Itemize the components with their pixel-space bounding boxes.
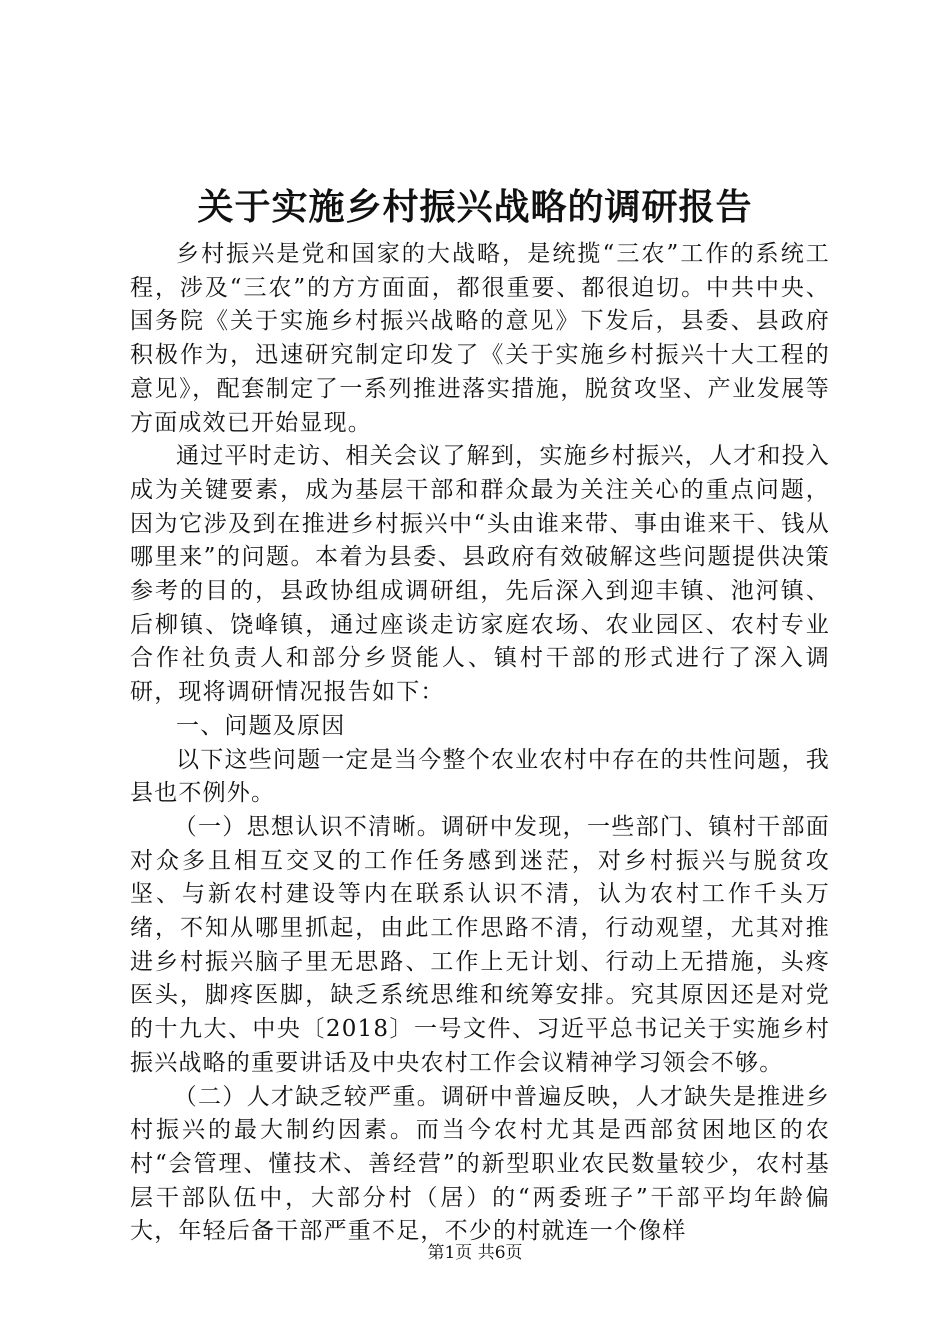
paragraph-common-issues: 以下这些问题一定是当今整个农业农村中存在的共性问题，我县也不例外。 <box>130 746 830 807</box>
page-number-footer: 第1页 共6页 <box>427 1243 523 1263</box>
section-heading-problems: 一、问题及原因 <box>176 712 346 739</box>
paragraph-issue-1: （一）思想认识不清晰。调研中发现，一些部门、镇村干部面对众多且相互交叉的工作任务感到迷茫，对乡村振兴与脱贫攻坚、与新农村建设等内在联系认识不清，认为农村工作千头万绪，不知从哪里抓起，由此工作思路不清，行动观望，尤其对推进乡村振兴脑子里无思路、工作上无计划、行动上无措施，头疼医头，脚疼医脚，缺乏系统思维和统筹安排。究其原因还是对党的十九大、中央〔2018〕一号文件、习近平总书记关于实施乡村振兴战略的重要讲话及中央农村工作会议精神学习领会不够。 <box>130 813 830 1076</box>
paragraph-intro: 乡村振兴是党和国家的大战略，是统揽“三农”工作的系统工程，涉及“三农”的方方面面，都很重要、都很迫切。中共中央、国务院《关于实施乡村振兴战略的意见》下发后，县委、县政府积极作为，迅速研究制定印发了《关于实施乡村振兴十大工程的意见》，配套制定了一系列推进落实措施，脱贫攻坚、产业发展等方面成效已开始显现。 <box>130 241 830 436</box>
document-body <box>130 238 830 1249</box>
paragraph-issue-2: （二）人才缺乏较严重。调研中普遍反映，人才缺失是推进乡村振兴的最大制约因素。而当今农村尤其是西部贫困地区的农村“会管理、懂技术、善经营”的新型职业农民数量较少，农村基层干部队伍中，大部分村（居）的“两委班子”干部平均年龄偏大，年轻后备干部严重不足，不少的村就连一个像样 <box>130 1083 830 1245</box>
document-title: 关于实施乡村振兴战略的调研报告 <box>197 186 753 228</box>
paragraph-research-background: 通过平时走访、相关会议了解到，实施乡村振兴，人才和投入成为关键要素，成为基层干部和群众最为关注关心的重点问题，因为它涉及到在推进乡村振兴中“头由谁来带、事由谁来干、钱从哪里来”的问题。本着为县委、县政府有效破解这些问题提供决策参考的目的，县政协组成调研组，先后深入到迎丰镇、池河镇、后柳镇、饶峰镇，通过座谈走访家庭农场、农业园区、农村专业合作社负责人和部分乡贤能人、镇村干部的形式进行了深入调研，现将调研情况报告如下： <box>130 443 830 706</box>
